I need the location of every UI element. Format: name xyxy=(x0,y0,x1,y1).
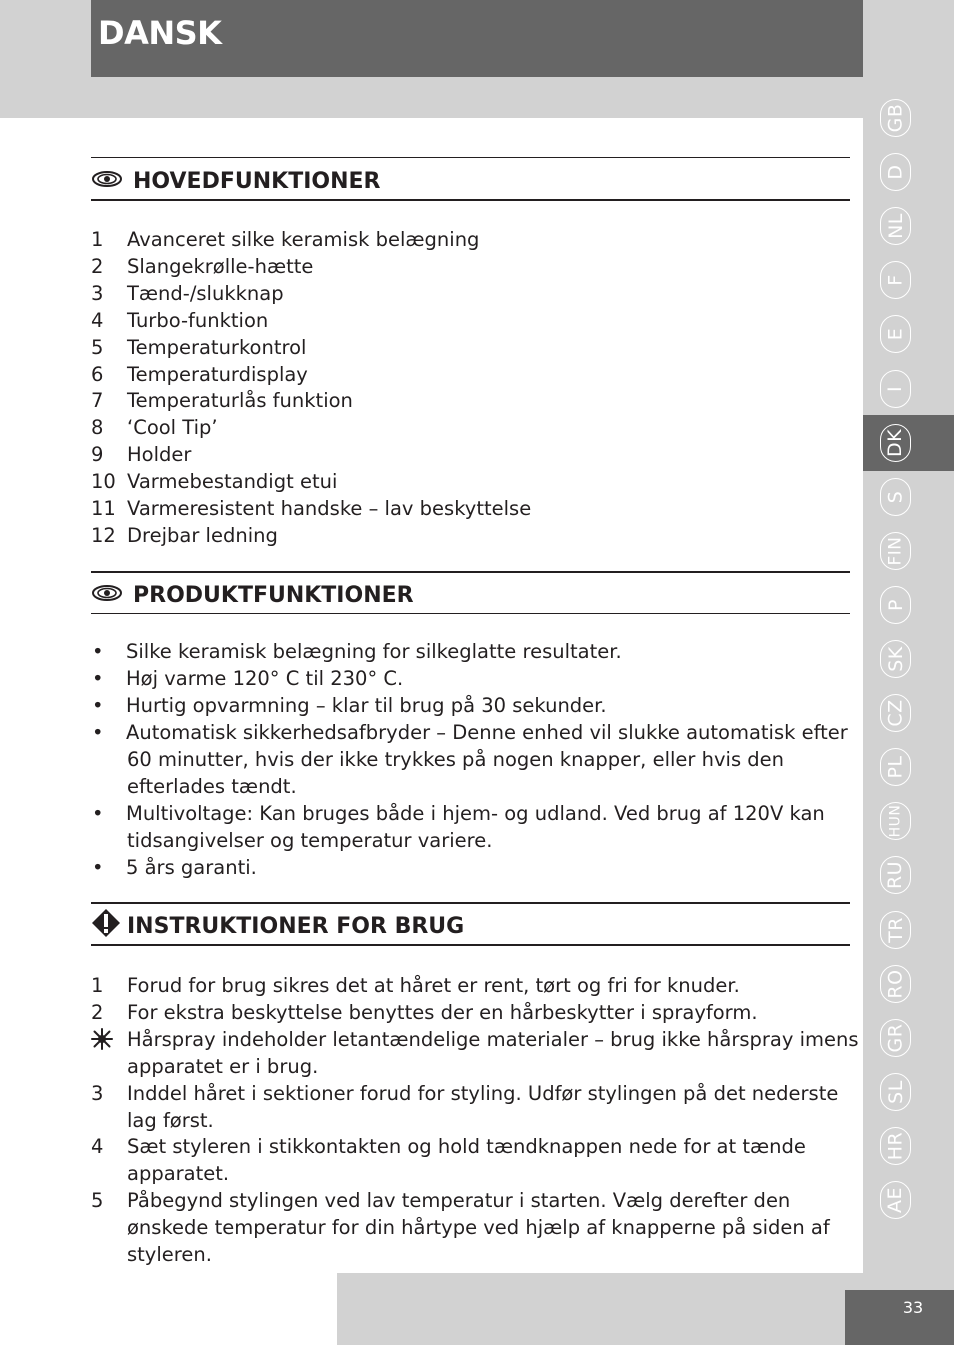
item-number: 5 xyxy=(91,335,104,359)
item-text: Multivoltage: Kan bruges både i hjem- og udland. Ved brug af 120V kan xyxy=(126,802,825,825)
footer-white-block xyxy=(0,1273,337,1345)
section-rule-top xyxy=(91,902,850,904)
item-text: 5 års garanti. xyxy=(126,856,257,879)
language-tab-label: S xyxy=(884,490,907,503)
item-text-continued: apparatet. xyxy=(127,1162,230,1186)
list-item xyxy=(91,334,306,361)
language-tab-label: GB xyxy=(884,103,907,133)
list-item xyxy=(91,280,284,307)
language-tab-tr[interactable] xyxy=(880,911,911,949)
item-text: Holder xyxy=(127,443,192,467)
section-title: HOVEDFUNKTIONER xyxy=(133,168,381,194)
language-tab-s[interactable] xyxy=(880,478,911,516)
list-item xyxy=(91,800,825,827)
language-tab-label: DK xyxy=(884,428,907,457)
item-text: Høj varme 120° C til 230° C. xyxy=(126,667,404,690)
list-item xyxy=(91,387,353,414)
item-text: For ekstra beskyttelse benyttes der en hårbeskytter i sprayform. xyxy=(127,1000,758,1024)
section-heading-instructions xyxy=(91,908,464,944)
item-number: 5 xyxy=(91,1189,104,1213)
language-tab-ro[interactable] xyxy=(880,965,911,1003)
language-tab-label: P xyxy=(884,598,907,611)
language-tab-label: HR xyxy=(884,1131,907,1161)
page-number: 33 xyxy=(902,1298,924,1317)
item-text: Påbegynd stylingen ved lav temperatur i starten. Vælg derefter den xyxy=(127,1189,791,1213)
list-item xyxy=(91,999,758,1026)
item-number: 7 xyxy=(91,389,104,413)
language-tab-sk[interactable] xyxy=(880,640,911,678)
eye-icon xyxy=(91,583,123,608)
list-item xyxy=(91,361,308,388)
language-tab-i[interactable] xyxy=(880,370,911,408)
list-item xyxy=(91,1026,859,1053)
list-item xyxy=(91,1187,790,1214)
item-text: Slangekrølle-hætte xyxy=(127,254,314,278)
language-tab-hun[interactable] xyxy=(880,802,911,840)
list-item xyxy=(91,307,268,334)
item-number: 6 xyxy=(91,362,104,386)
bullet-icon: • xyxy=(92,856,104,879)
language-tab-dk[interactable] xyxy=(880,424,911,462)
item-text: Avanceret silke keramisk belægning xyxy=(127,228,480,251)
language-tab-e[interactable] xyxy=(880,315,911,353)
section-rule-bottom xyxy=(91,944,850,946)
item-text: Temperaturkontrol xyxy=(127,335,307,359)
section-title: INSTRUKTIONER FOR BRUG xyxy=(127,913,465,939)
section-rule-bottom xyxy=(91,199,850,201)
item-text-continued: tidsangivelser og temperatur variere. xyxy=(127,829,493,852)
bullet-icon: • xyxy=(92,802,104,825)
language-tab-ru[interactable] xyxy=(880,856,911,894)
item-number: 10 xyxy=(91,470,116,494)
language-tab-label: RU xyxy=(884,861,907,890)
language-tab-label: GR xyxy=(884,1023,907,1053)
language-tab-nl[interactable] xyxy=(880,207,911,245)
language-tab-pl[interactable] xyxy=(880,748,911,786)
language-tab-hr[interactable] xyxy=(880,1127,911,1165)
language-tab-label: AE xyxy=(884,1186,907,1214)
item-text: Varmeresistent handske – lav beskyttelse xyxy=(127,497,532,520)
language-tab-gb[interactable] xyxy=(880,99,911,137)
language-tab-d[interactable] xyxy=(880,153,911,191)
section-rule-top xyxy=(91,157,850,158)
item-text-continued: apparatet er i brug. xyxy=(127,1054,319,1078)
list-item xyxy=(91,692,607,719)
item-number: 9 xyxy=(91,443,104,467)
item-text-continued: lag først. xyxy=(127,1108,214,1132)
item-text-continued: efterlades tændt. xyxy=(127,775,297,798)
item-number: 3 xyxy=(91,281,104,305)
list-item xyxy=(91,972,740,999)
item-text: Sæt styleren i stikkontakten og hold tændknappen nede for at tænde xyxy=(127,1135,806,1159)
item-number: 2 xyxy=(91,1000,104,1024)
item-number: 4 xyxy=(91,308,104,332)
list-item xyxy=(91,1133,806,1160)
item-text: Turbo-funktion xyxy=(127,308,269,332)
language-tab-label: E xyxy=(884,328,907,341)
list-item xyxy=(91,414,218,441)
language-tab-f[interactable] xyxy=(880,261,911,299)
item-text: Temperaturlås funktion xyxy=(127,389,353,413)
item-number: 3 xyxy=(91,1081,104,1105)
bullet-icon: • xyxy=(92,694,104,717)
list-item xyxy=(91,468,337,495)
item-text: Drejbar ledning xyxy=(127,523,278,547)
item-text-continued: 60 minutter, hvis der ikke trykkes på nogen knapper, eller hvis den xyxy=(127,748,785,771)
item-number: 1 xyxy=(91,228,104,251)
list-item xyxy=(91,495,531,522)
section-rule-top xyxy=(91,571,850,573)
section-heading-product-features xyxy=(91,577,414,613)
language-tabs xyxy=(863,90,954,1230)
language-tab-cz[interactable] xyxy=(880,694,911,732)
item-text: Automatisk sikkerhedsafbryder – Denne enhed vil slukke automatisk efter xyxy=(126,721,848,744)
list-item xyxy=(91,522,278,549)
item-text: Forud for brug sikres det at håret er rent, tørt og fri for knuder. xyxy=(127,974,740,997)
warning-icon xyxy=(91,908,121,944)
eye-icon xyxy=(91,169,123,194)
language-tab-label: NL xyxy=(884,213,907,240)
language-tab-label: PL xyxy=(884,755,907,779)
item-text: Silke keramisk belægning for silkeglatte resultater. xyxy=(126,640,622,663)
item-text: Inddel håret i sektioner forud for styling. Udfør stylingen på det nederste xyxy=(127,1081,839,1105)
section-title: PRODUKTFUNKTIONER xyxy=(133,582,414,608)
language-tab-sl[interactable] xyxy=(880,1073,911,1111)
list-item xyxy=(91,854,257,881)
page-number-box xyxy=(845,1290,954,1345)
language-tab-label: FIN xyxy=(885,536,906,566)
item-number: 4 xyxy=(91,1135,104,1159)
item-text-continued: ønskede temperatur for din hårtype ved hjælp af knapperne på siden af xyxy=(127,1216,830,1240)
list-item xyxy=(91,719,848,746)
item-text: Tænd-/slukknap xyxy=(127,281,284,305)
item-number: 8 xyxy=(91,416,104,440)
item-text: Hurtig opvarmning – klar til brug på 30 sekunder. xyxy=(126,694,607,717)
list-item xyxy=(91,441,191,468)
list-item xyxy=(91,638,622,665)
bullet-icon: • xyxy=(92,640,104,663)
list-item xyxy=(91,226,479,253)
language-tab-gr[interactable] xyxy=(880,1019,911,1057)
language-tab-label: SK xyxy=(884,646,907,672)
section-heading-main-functions xyxy=(91,163,380,199)
language-tab-label: HUN xyxy=(887,804,904,838)
item-text-continued: styleren. xyxy=(127,1243,212,1266)
language-tab-ae[interactable] xyxy=(880,1181,911,1219)
language-tab-label: TR xyxy=(884,916,907,943)
language-tab-fin[interactable] xyxy=(880,532,911,570)
item-number: 12 xyxy=(91,523,116,547)
bullet-icon: • xyxy=(92,721,104,744)
item-text: Temperaturdisplay xyxy=(127,362,308,386)
language-tab-label: F xyxy=(884,274,907,287)
item-number: 1 xyxy=(91,974,104,997)
flammable-burst-icon xyxy=(91,1026,127,1053)
page-title: DANSK xyxy=(98,14,222,52)
language-tab-label: RO xyxy=(884,969,907,999)
language-tab-label: I xyxy=(884,385,907,392)
language-tab-label: D xyxy=(884,164,907,180)
language-tab-p[interactable] xyxy=(880,586,911,624)
item-text: Varmebestandigt etui xyxy=(127,470,338,494)
section-rule-bottom xyxy=(91,613,850,614)
item-text: ‘Cool Tip’ xyxy=(127,416,218,440)
list-item xyxy=(91,1080,838,1107)
bullet-icon: • xyxy=(92,667,104,690)
item-text: Hårspray indeholder letantændelige materialer – brug ikke hårspray imens xyxy=(127,1027,859,1051)
item-number: 11 xyxy=(91,497,116,520)
item-number: 2 xyxy=(91,254,104,278)
language-tab-label: SL xyxy=(884,1079,907,1104)
language-tab-label: CZ xyxy=(884,699,907,727)
list-item xyxy=(91,665,403,692)
list-item xyxy=(91,253,313,280)
